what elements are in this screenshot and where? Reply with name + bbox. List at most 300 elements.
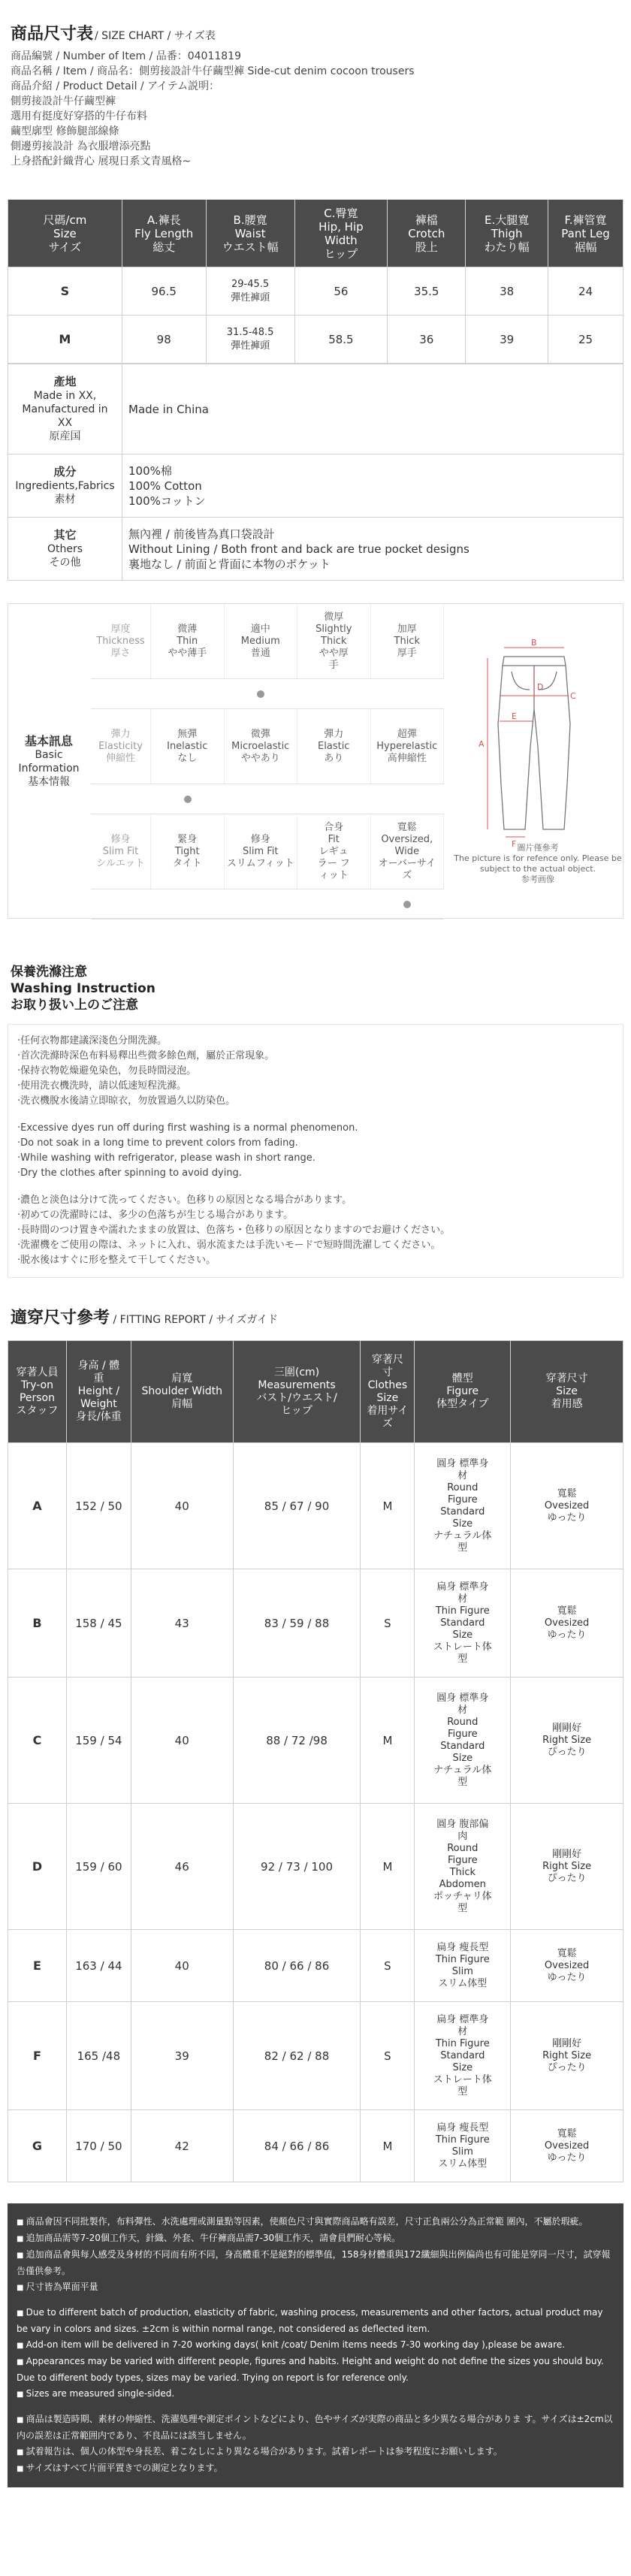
attribute-label-text: Made in XX,: [33, 390, 97, 402]
fit-feel: [511, 1443, 623, 1569]
product-info-line: 側邊剪接設計 為衣服增添亮點: [11, 140, 151, 153]
feature-label-text: シルエット: [96, 857, 145, 869]
size-row: [8, 267, 623, 316]
attribute-row: [8, 518, 623, 581]
fitting-row: [8, 1804, 623, 1930]
feature-option-text: 微彈: [250, 728, 270, 740]
feature-option-text: Thin: [177, 635, 198, 647]
attribute-value-text: 100%コットン: [128, 494, 206, 508]
measurements: 92 / 73 / 100: [233, 1804, 361, 1930]
product-info-line: 商品編號 / Number of Item / 品番：04011819: [11, 50, 241, 62]
feature-option-text: Hyperelastic: [376, 740, 438, 752]
fitting-header-text: Size: [376, 1391, 399, 1404]
clothes-size: M: [361, 1443, 415, 1569]
figure-type-text: 圓身 腹部偏: [436, 1818, 489, 1830]
fitting-header-cell: [66, 1341, 131, 1443]
figure-type-text: ストレート体: [433, 2073, 492, 2085]
shoulder-width: 46: [131, 1804, 233, 1930]
fitting-header-text: 三圍(cm): [273, 1366, 320, 1379]
note-line: ■ 尺寸皆為單面平量: [17, 2279, 614, 2296]
feature-option-text: タイト: [172, 857, 202, 869]
attribute-label: [8, 518, 122, 581]
product-attributes-table: [8, 364, 623, 581]
size-header-text: 総丈: [152, 240, 176, 254]
attribute-value: [122, 454, 623, 518]
measurements: 83 / 59 / 88: [233, 1569, 361, 1678]
fitting-header-text: ズ: [382, 1417, 393, 1430]
figure-type-text: Thick: [449, 1866, 476, 1878]
size-header-text: ウエスト幅: [222, 240, 279, 254]
fit-feel-text: 寬鬆: [557, 1487, 577, 1499]
product-info-line: 商品名稱 / Item / 商品名：側剪接設計牛仔繭型褲 Side-cut denim cocoon trousers: [11, 65, 415, 77]
size-header-text: Waist: [234, 226, 266, 240]
feature-option-text: ズ: [402, 869, 412, 881]
figure-type: [415, 1804, 511, 1930]
fitting-header-text: Height /: [77, 1385, 120, 1397]
attribute-value-text: Without Lining / Both front and back are true pocket designs: [128, 542, 469, 556]
washing-title-en: Washing Instruction: [11, 981, 155, 996]
diagram-caption-line: 圖片僅參考: [517, 843, 559, 853]
feature-option-text: 微厚: [324, 611, 344, 623]
feature-label-text: 修身: [110, 833, 131, 845]
note-line: ■ Sizes are measured single-sided.: [17, 2386, 614, 2402]
washing-line: ‧初めての洗濯時には、多少の色落ちが生じる場合があります。: [17, 1209, 294, 1221]
fitting-header-text: 穿著人員: [16, 1366, 59, 1379]
clothes-size: S: [361, 1569, 415, 1678]
figure-type: [415, 1569, 511, 1678]
fitting-header-text: 身高 / 體: [77, 1360, 120, 1372]
figure-type-text: ナチュラル体: [433, 1764, 492, 1776]
fit-feel: [511, 1678, 623, 1804]
attribute-row: [8, 454, 623, 518]
attribute-value-text: 無內裡 / 前後皆為真口袋設計: [128, 527, 275, 541]
size-header-cell: [548, 200, 623, 267]
thigh-value: 38: [466, 267, 548, 316]
product-info: [0, 44, 631, 169]
washing-line: ‧Do not soak in a long time to prevent colors from fading.: [17, 1137, 298, 1149]
fit-feel-text: ゆったり: [547, 1511, 587, 1524]
washing-line: ‧Dry the clothes after spinning to avoid dying.: [17, 1167, 242, 1179]
feature-label-text: 彈力: [110, 728, 131, 740]
height-weight: 163 / 44: [66, 1930, 131, 2002]
measurements: 88 / 72 /98: [233, 1678, 361, 1804]
feature-option: [151, 814, 225, 889]
feature-option-text: やや薄手: [168, 647, 207, 659]
feature-option-text: 緊身: [177, 833, 198, 845]
fitting-header-text: 體型: [451, 1373, 473, 1385]
attribute-label-text: 原産国: [49, 430, 81, 442]
fit-feel: [511, 2002, 623, 2110]
feature-option-text: レギュ: [319, 845, 349, 857]
figure-type-text: Size: [452, 1629, 473, 1641]
washing-title: [11, 964, 631, 1013]
figure-type-text: Thin Figure: [435, 1953, 490, 1965]
feature-indicator-row-fit: [91, 889, 444, 920]
diagram-label-a: A: [479, 739, 485, 749]
fitting-header-cell: [233, 1341, 361, 1443]
attribute-label-text: 產地: [53, 375, 77, 388]
note-line: ■ Appearances may be varied with different people, figures and habits. Height and weight do not define the sizes you should buy. Due to different body types, sizes may be varied. Trying on report is for reference only.: [17, 2354, 614, 2386]
size-header-text: Width: [325, 233, 358, 247]
fitting-header-text: Person: [19, 1391, 55, 1404]
clothes-size: S: [361, 2002, 415, 2110]
basic-info-text: Basic: [35, 749, 63, 761]
crotch-value: 35.5: [388, 267, 466, 316]
figure-type-text: 肉: [457, 1830, 468, 1842]
fit-feel-text: Right Size: [542, 1860, 592, 1872]
feature-option-text: Microelastic: [231, 740, 290, 752]
fly-length-value: 98: [122, 316, 206, 364]
fitting-header-cell: [361, 1341, 415, 1443]
measurements: 82 / 62 / 88: [233, 2002, 361, 2110]
size-header-text: Pant Leg: [561, 226, 610, 240]
feature-option-text: 普通: [250, 647, 270, 659]
feature-option: [371, 814, 445, 889]
selected-indicator-dot: [403, 901, 411, 908]
try-on-person: G: [8, 2110, 67, 2182]
figure-type-text: Thin Figure: [435, 2037, 490, 2049]
size-label: S: [8, 267, 122, 316]
figure-type-text: Standard: [440, 1617, 485, 1629]
feature-option: [225, 814, 298, 889]
thigh-value: 39: [466, 316, 548, 364]
crotch-value: 36: [388, 316, 466, 364]
diagram-caption-line: 参考画像: [521, 874, 554, 884]
notes-group: [17, 2411, 614, 2477]
fitting-title: [11, 1305, 631, 1328]
washing-line: ‧洗濯機をご使用の際は、ネットに入れ、弱水流または手洗いモードで短時間洗濯してください。: [17, 1240, 441, 1251]
feature-option-text: 無彈: [177, 728, 198, 740]
size-header-cell: [122, 200, 206, 267]
fitting-heading: 適穿尺寸參考: [11, 1309, 110, 1327]
feature-option-text: ややあり: [240, 752, 280, 764]
figure-type-text: 型: [457, 1902, 468, 1914]
figure-type-text: Standard: [440, 2049, 485, 2061]
washing-line: ‧Excessive dyes run off during first washing is a normal phenomenon.: [17, 1122, 358, 1134]
attribute-value: [122, 518, 623, 581]
feature-label-fit: [91, 814, 151, 889]
figure-type: [415, 2110, 511, 2182]
fit-feel: [511, 1569, 623, 1678]
size-header-cell: [466, 200, 548, 267]
try-on-person: E: [8, 1930, 67, 2002]
diagram-label-crotch: D: [537, 682, 544, 692]
figure-type-text: 型: [457, 1653, 468, 1665]
fly-length-value: 96.5: [122, 267, 206, 316]
figure-type-text: 圓身 標準身: [436, 1457, 489, 1469]
feature-option-text: 合身: [324, 821, 344, 833]
figure-type-text: ナチュラル体: [433, 1530, 492, 1542]
feature-option: [297, 709, 371, 784]
fitting-header-text: 穿著尺: [371, 1353, 403, 1366]
fitting-header-text: 着用サイ: [367, 1404, 409, 1417]
fit-feel-text: 剛剛好: [552, 1848, 582, 1860]
feature-option-text: 修身: [250, 833, 270, 845]
fitting-header-text: Measurements: [258, 1379, 336, 1391]
figure-type-text: Size: [452, 1752, 473, 1764]
fit-feel-text: ぴったり: [547, 1872, 587, 1884]
fit-feel-text: 寬鬆: [557, 1605, 577, 1617]
diagram-caption-line: subject to the actual object.: [479, 864, 596, 874]
hip-value: 58.5: [294, 316, 388, 364]
fitting-header-text: ヒップ: [281, 1404, 312, 1417]
feature-option-text: 適中: [250, 623, 270, 635]
washing-line: ‧首次洗滌時深色布料易釋出些微多餘色劑，屬於正常現象。: [17, 1050, 275, 1062]
fit-feel: [511, 1930, 623, 2002]
figure-type-text: Thin Figure: [435, 2134, 490, 2146]
product-info-line: 上身搭配針織背心 展現日系文青風格~: [11, 156, 192, 168]
washing-group: [17, 1121, 614, 1181]
fit-feel-text: ゆったり: [547, 1971, 587, 1983]
attribute-label-text: その他: [49, 557, 81, 569]
fit-feel-text: Ovesized: [544, 1617, 590, 1629]
fitting-row: [8, 1930, 623, 2002]
size-header-text: Hip, Hip: [319, 219, 364, 234]
feature-label-text: Elasticity: [98, 740, 143, 752]
fitting-row: [8, 1678, 623, 1804]
fitting-header-text: Figure: [446, 1385, 479, 1397]
bottom-spacer: [0, 2487, 631, 2513]
shoulder-width: 43: [131, 1569, 233, 1678]
attribute-label-text: 其它: [53, 528, 77, 542]
feature-row-elasticity: [91, 709, 444, 784]
fitting-row: [8, 2002, 623, 2110]
hip-value: 56: [294, 267, 388, 316]
attribute-value-text: 裏地なし / 前面と背面に本物のポケット: [128, 557, 331, 571]
washing-line: ‧脱水後はすぐに形を整えて干してください。: [17, 1255, 216, 1266]
pant-leg-value: 24: [548, 267, 623, 316]
diagram-label-e: E: [512, 711, 517, 721]
figure-type-text: Round: [447, 1842, 479, 1854]
feature-indicator-row-elasticity: [91, 784, 444, 814]
figure-type: [415, 1443, 511, 1569]
measurements: 85 / 67 / 90: [233, 1443, 361, 1569]
size-header-text: Crotch: [408, 226, 445, 240]
figure-type-text: Standard: [440, 1505, 485, 1518]
fit-feel-text: ゆったり: [547, 1629, 587, 1641]
fitting-row: [8, 2110, 623, 2182]
feature-option-text: Slim Fit: [242, 845, 279, 857]
shoulder-width: 40: [131, 1930, 233, 2002]
attribute-label-text: Ingredients,Fabrics: [15, 480, 115, 492]
feature-row-fit: [91, 814, 444, 889]
feature-option: [225, 604, 298, 678]
feature-option-text: 彈力: [324, 728, 344, 740]
clothes-size: M: [361, 1804, 415, 1930]
size-chart-subheading: / SIZE CHART / サイズ表: [95, 30, 216, 42]
fit-feel-text: Ovesized: [544, 1959, 590, 1971]
washing-title-jp: お取り扱い上のご注意: [11, 998, 138, 1013]
feature-option-text: オーバーサイ: [378, 857, 436, 869]
shoulder-width: 40: [131, 1678, 233, 1804]
washing-line: ‧長時間のつけ置きや濡れたままの放置は、色落ち・色移りの原因となりますのでお避けください。: [17, 1225, 451, 1236]
size-header-text: 股上: [415, 240, 438, 254]
shoulder-width: 39: [131, 2002, 233, 2110]
fitting-header-text: 寸: [382, 1366, 393, 1379]
feature-indicator-row-thickness: [91, 679, 444, 709]
figure-type: [415, 2002, 511, 2110]
fitting-header-text: バスト/ウエスト/: [256, 1391, 337, 1404]
feature-row-thickness: [91, 604, 444, 679]
feature-option: [371, 604, 445, 678]
figure-type-text: 材: [457, 1469, 468, 1481]
fitting-header-text: 身長/体重: [76, 1411, 122, 1423]
size-header-text: わたり幅: [484, 240, 530, 254]
feature-option: [297, 604, 371, 678]
fit-feel-text: ゆったり: [547, 2152, 587, 2164]
clothes-size: M: [361, 1678, 415, 1804]
figure-type-text: 材: [457, 2025, 468, 2037]
washing-group: [17, 1193, 614, 1268]
attribute-row: [8, 364, 623, 454]
figure-type-text: スリム体型: [438, 2158, 488, 2170]
product-info-line: 選用有挺度好穿搭的牛仔布料: [11, 110, 147, 122]
feature-label-text: 伸縮性: [105, 752, 135, 764]
size-chart-heading: 商品尺寸表: [11, 25, 94, 44]
figure-type: [415, 1678, 511, 1804]
fitting-header-text: Try-on: [20, 1379, 53, 1391]
feature-option-text: Tight: [174, 845, 200, 857]
fitting-header-cell: [8, 1341, 67, 1443]
washing-instructions: [8, 1024, 623, 1278]
fitting-header-text: Shoulder Width: [141, 1385, 222, 1397]
feature-option-text: 高伸縮性: [387, 752, 427, 764]
try-on-person: A: [8, 1443, 67, 1569]
fitting-subheading: / FITTING REPORT / サイズガイド: [113, 1314, 278, 1326]
waist-value: [206, 267, 294, 316]
washing-group: [17, 1034, 614, 1109]
fabric-feature-grid: [91, 604, 444, 920]
feature-option-text: Wide: [394, 845, 419, 857]
fabric-feature-panel: [8, 603, 623, 919]
feature-option: [151, 604, 225, 678]
waist-note: 彈性褲頭: [231, 340, 270, 352]
figure-type-text: 材: [457, 1593, 468, 1605]
fitting-header-text: Clothes: [367, 1379, 408, 1391]
note-line: ■ Due to different batch of production, elasticity of fabric, washing process, measurements and other factors, actual product may be vary in colors and sizes. ±2cm is within normal range, not considered as deflected item.: [17, 2305, 614, 2337]
size-header-cell: [206, 200, 294, 267]
feature-option-text: 微薄: [177, 623, 198, 635]
size-header-text: 褲檔: [415, 213, 438, 227]
fitting-header-text: 穿著尺寸: [545, 1373, 588, 1385]
measurements: 80 / 66 / 86: [233, 1930, 361, 2002]
note-line: ■ 商品は製造時期、素材の伸縮性、洗濯処理や測定ポイントなどにより、色やサイズが実際の商品と多少異なる場合がありま す。サイズは±2cm以内の誤差は正常範囲内であり、不良品には該当しません。: [17, 2411, 614, 2444]
attribute-label-text: Others: [47, 543, 83, 555]
figure-type-text: Slim: [451, 2146, 473, 2158]
feature-option-text: 超彈: [397, 728, 417, 740]
attribute-label-text: XX: [57, 417, 73, 429]
washing-line: ‧洗衣機脫水後請立即晾衣，勿放置過久以防染色。: [17, 1095, 236, 1107]
try-on-person: F: [8, 2002, 67, 2110]
fitting-header-text: 肩寬: [171, 1373, 193, 1385]
feature-label-elasticity: [91, 709, 151, 784]
feature-option: [371, 709, 445, 784]
size-header-cell: [294, 200, 388, 267]
size-header-text: サイズ: [48, 240, 82, 254]
clothes-size: M: [361, 2110, 415, 2182]
size-header-text: 裾幅: [574, 240, 597, 254]
try-on-person: D: [8, 1804, 67, 1930]
size-header-cell: [388, 200, 466, 267]
diagram-label-c: C: [570, 691, 576, 701]
note-line: ■ 追加商品需等7-20個工作天，針織、外套、牛仔褲商品需7-30個工作天，請會員們耐心等候。: [17, 2230, 614, 2247]
figure-type-text: 圓身 標準身: [436, 1692, 489, 1704]
figure-type-text: Figure: [447, 1854, 478, 1866]
fit-feel-text: 寬鬆: [557, 2128, 577, 2140]
size-header-text: ヒップ: [324, 246, 358, 261]
fit-feel-text: Ovesized: [544, 1499, 590, 1511]
attribute-label: [8, 454, 122, 518]
feature-option-text: Medium: [240, 635, 280, 647]
figure-type-text: 型: [457, 1542, 468, 1554]
attribute-value: [122, 364, 623, 454]
height-weight: 158 / 45: [66, 1569, 131, 1678]
attribute-label-text: Manufactured in: [22, 403, 108, 415]
fit-feel-text: Right Size: [542, 1734, 592, 1746]
attribute-value-text: 100% Cotton: [128, 479, 202, 493]
notes-group: [17, 2305, 614, 2402]
size-label: M: [8, 316, 122, 364]
measurements: 84 / 66 / 86: [233, 2110, 361, 2182]
size-header-text: Fly Length: [134, 226, 194, 240]
note-line: ■ 試着報告は、個人の体型や身長差、着こなしにより異なる場合があります。試着レポートは参考程度にお願いします。: [17, 2444, 614, 2460]
note-line: ■ 商品會因不同批製作，布料彈性、水洗處理或測量點等因素，使顏色尺寸與實際商品略有誤差，尺寸正負兩公分為正常範 圍內，不屬於瑕疵。: [17, 2214, 614, 2230]
feature-option-text: 寬鬆: [397, 821, 417, 833]
washing-line: ‧While washing with refrigerator, please wash in short range.: [17, 1152, 316, 1164]
size-header-text: C.臀寬: [324, 206, 358, 220]
height-weight: 152 / 50: [66, 1443, 131, 1569]
attribute-label-text: 成分: [53, 465, 77, 479]
size-header-text: B.腰寬: [233, 213, 267, 227]
size-chart-title: [0, 0, 631, 44]
washing-line: ‧使用洗衣機洗時，請以低速短程洗滌。: [17, 1080, 187, 1092]
height-weight: 170 / 50: [66, 2110, 131, 2182]
feature-option-text: ラー フ: [317, 857, 350, 869]
fitting-header-text: 肩幅: [171, 1398, 193, 1410]
feature-option: [297, 814, 371, 889]
feature-option-text: Thick: [321, 635, 347, 647]
figure-type-text: 型: [457, 1776, 468, 1788]
size-header-text: 尺碼/cm: [43, 213, 87, 227]
figure-type-text: Size: [452, 1518, 473, 1530]
fit-feel-text: ぴったり: [547, 1746, 587, 1758]
fitting-header-text: Size: [556, 1385, 578, 1397]
fitting-header-text: 体型タイプ: [436, 1398, 489, 1410]
note-line: ■ 追加商品會與每人感受及身材的不同而有所不同，身高體重不是絕對的標準值，158身材體重與172纖細與出例偏尚也有可能是穿同一尺寸，試穿報告僅供參考。: [17, 2247, 614, 2279]
size-header-text: Size: [53, 226, 77, 240]
feature-option-text: Inelastic: [167, 740, 208, 752]
fit-feel-text: 剛剛好: [552, 2037, 582, 2049]
fit-feel: [511, 1804, 623, 1930]
feature-option-text: 手: [328, 659, 339, 671]
try-on-person: C: [8, 1678, 67, 1804]
fitting-row: [8, 1443, 623, 1569]
fitting-header-text: Weight: [80, 1398, 117, 1410]
size-header-text: F.褲管寬: [564, 213, 607, 227]
washing-line: ‧濃色と淡色は分けて洗ってください。色移りの原因となる場合があります。: [17, 1194, 352, 1206]
shoulder-width: 42: [131, 2110, 233, 2182]
feature-label-text: Slim Fit: [102, 845, 139, 857]
feature-option-text: 加厚: [397, 623, 417, 635]
washing-title-zh: 保養洗滌注意: [11, 965, 87, 980]
pant-leg-value: 25: [548, 316, 623, 364]
feature-option-text: Fit: [328, 833, 340, 845]
figure-type-text: Size: [452, 2061, 473, 2073]
fitting-row: [8, 1569, 623, 1678]
diagram-label-f: F: [512, 839, 517, 849]
figure-type-text: ポッチャリ体: [433, 1890, 492, 1902]
clothes-size: S: [361, 1930, 415, 2002]
